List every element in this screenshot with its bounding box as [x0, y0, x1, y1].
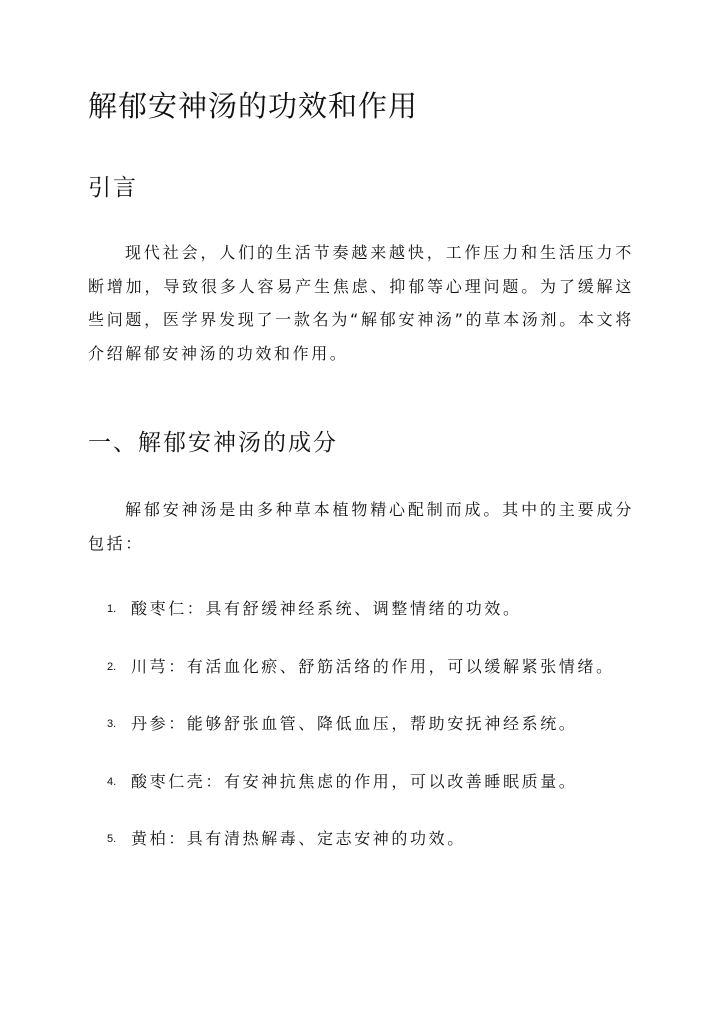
list-item	[107, 649, 615, 707]
document-title: 解郁安神汤的功效和作用	[88, 89, 419, 123]
list-item-number: 5.	[107, 833, 117, 845]
section-heading-intro: 引言	[88, 175, 138, 201]
list-item-number: 2.	[107, 660, 117, 673]
ingredients-paragraph: 解郁安神汤是由多种草本植物精心配制而成。其中的主要成分包括：	[88, 500, 634, 553]
list-item	[107, 764, 615, 822]
ingredients-list	[107, 591, 615, 879]
section-heading-ingredients: 一、解郁安神汤的成分	[88, 430, 338, 456]
list-item-text: 酸枣仁：具有舒缓神经系统、调整情绪的功效。	[131, 599, 522, 618]
list-item-number: 3.	[107, 718, 117, 730]
list-item	[107, 821, 615, 879]
list-item-text: 黄柏：具有清热解毒、定志安神的功效。	[131, 829, 466, 848]
list-item-text: 丹参：能够舒张血管、降低血压，帮助安抚神经系统。	[131, 714, 578, 733]
list-item-number: 4.	[107, 775, 117, 788]
list-item-number: 1.	[107, 603, 117, 615]
intro-paragraph: 现代社会，人们的生活节奏越来越快，工作压力和生活压力不断增加，导致很多人容易产生焦虑、抑郁等心理问题。为了缓解这些问题，医学界发现了一款名为“解郁安神汤”的草本汤剂。本文将介绍解郁安神汤的功效和作用。	[88, 243, 634, 363]
list-item-text: 酸枣仁壳：有安神抗焦虑的作用，可以改善睡眠质量。	[131, 771, 578, 791]
list-item-text: 川芎：有活血化瘀、舒筋活络的作用，可以缓解紧张情绪。	[131, 656, 615, 676]
list-item	[107, 706, 615, 764]
list-item	[107, 591, 615, 649]
